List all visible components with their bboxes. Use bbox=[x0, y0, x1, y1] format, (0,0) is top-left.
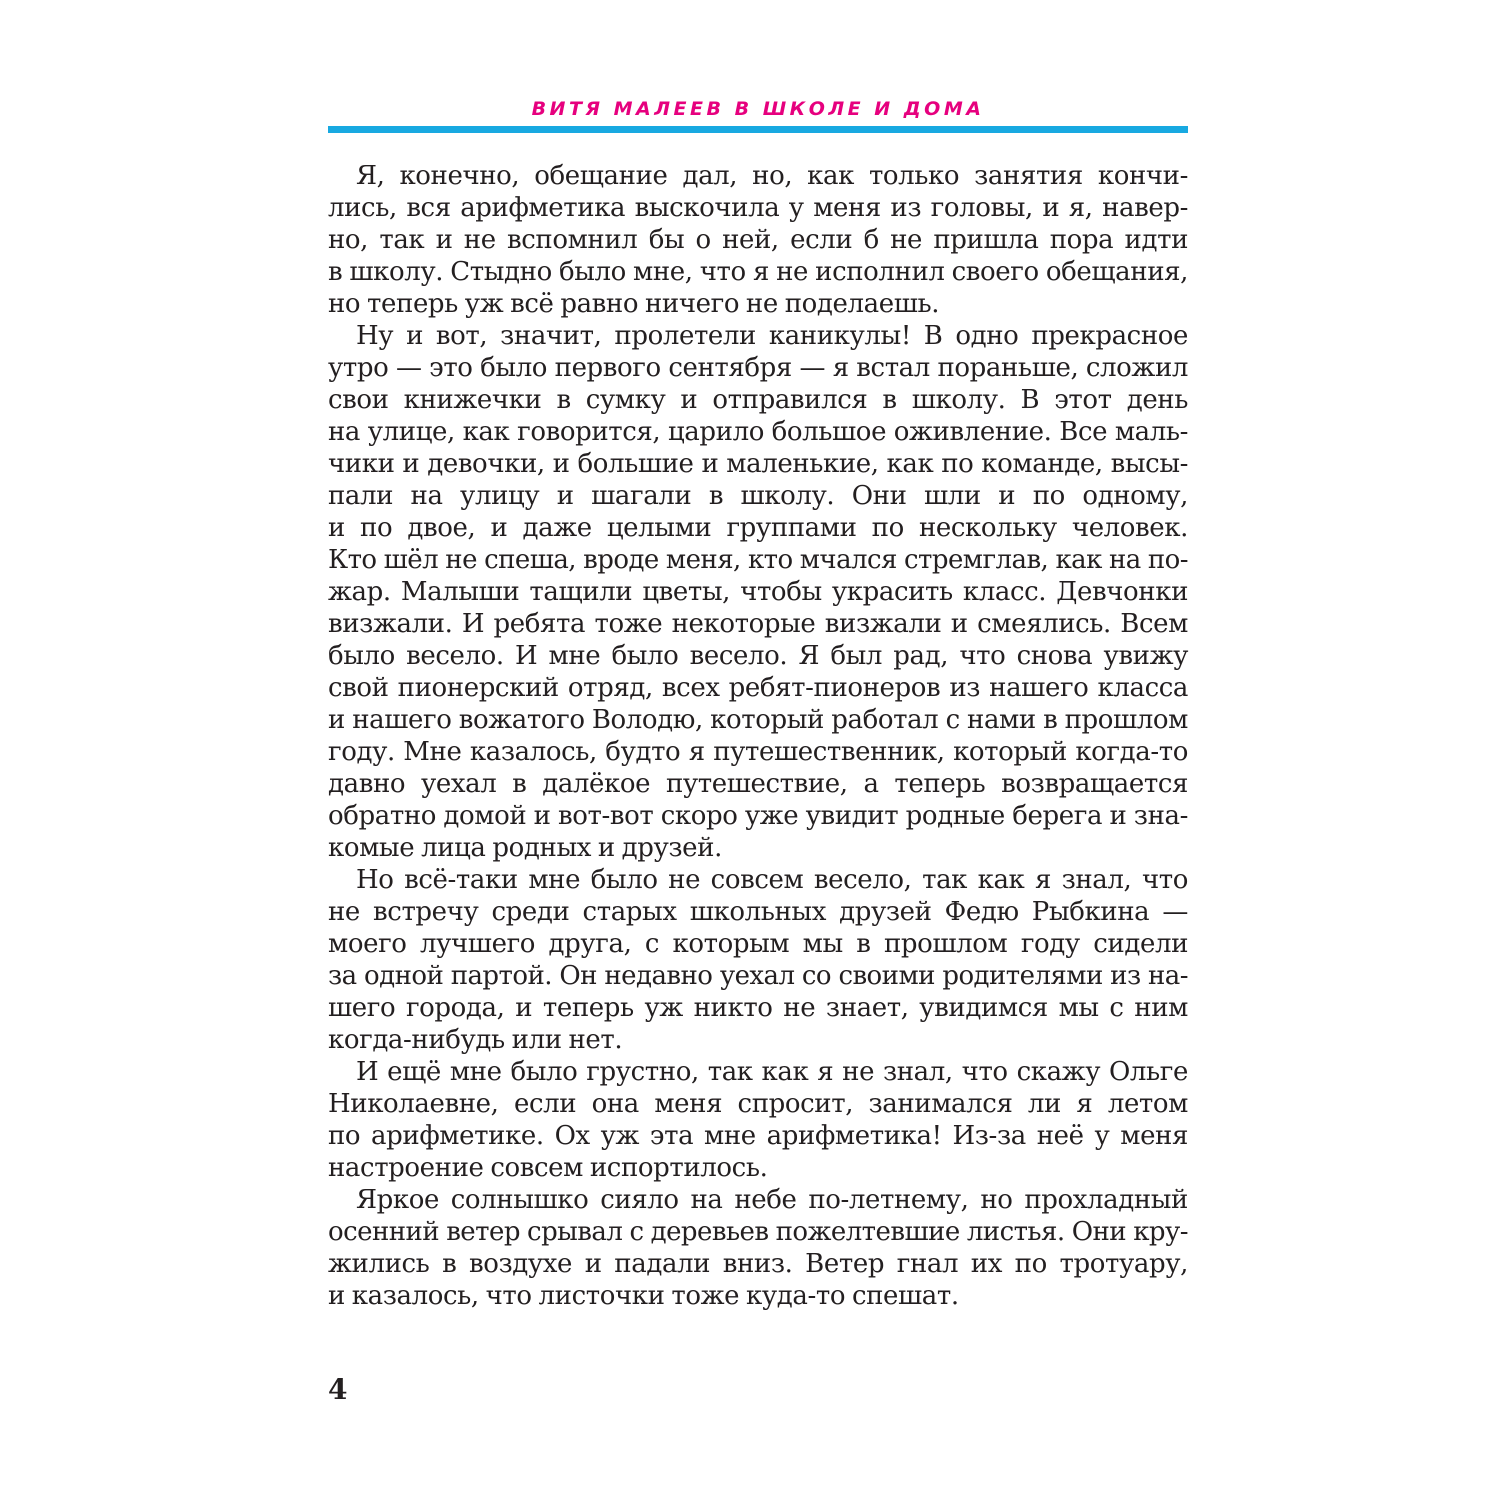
text-line: шего города, и теперь уж никто не знает, увидимся мы с ним bbox=[328, 993, 1188, 1023]
text-line: пали на улицу и шагали в школу. Они шли и по одному, bbox=[328, 481, 1188, 511]
text-line: свои книжечки в сумку и отправился в школу. В этот день bbox=[328, 385, 1188, 415]
text-line: не встречу среди старых школьных друзей Федю Рыбкина — bbox=[328, 897, 1188, 927]
text-line: и по двое, и даже целыми группами по нескольку человек. bbox=[328, 513, 1188, 543]
text-line: давно уехал в далёкое путешествие, а теперь возвращается bbox=[328, 769, 1188, 799]
text-line: за одной партой. Он недавно уехал со своими родителями из на- bbox=[328, 961, 1188, 991]
header-rule bbox=[328, 126, 1188, 133]
text-line: комые лица родных и друзей. bbox=[328, 833, 722, 863]
paragraph bbox=[328, 1056, 1188, 1184]
text-line: и нашего вожатого Володю, который работал с нами в прошлом bbox=[328, 705, 1188, 735]
text-line: в школу. Стыдно было мне, что я не исполнил своего обещания, bbox=[328, 257, 1188, 287]
text-line: жились в воздухе и падали вниз. Ветер гнал их по тротуару, bbox=[328, 1249, 1188, 1279]
text-line: Но всё-таки мне было не совсем весело, так как я знал, что bbox=[356, 865, 1188, 895]
text-line: визжали. И ребята тоже некоторые визжали и смеялись. Всем bbox=[328, 609, 1188, 639]
text-line: жар. Малыши тащили цветы, чтобы украсить класс. Девчонки bbox=[328, 577, 1188, 607]
running-title: ВИТЯ МАЛЕЕВ В ШКОЛЕ И ДОМА bbox=[531, 98, 985, 120]
text-line: свой пионерский отряд, всех ребят-пионеров из нашего класса bbox=[328, 673, 1188, 703]
text-line: и казалось, что листочки тоже куда-то спешат. bbox=[328, 1281, 959, 1311]
text-line: по арифметике. Ох уж эта мне арифметика! Из-за неё у меня bbox=[328, 1121, 1188, 1151]
paragraph bbox=[328, 320, 1188, 864]
text-line: И ещё мне было грустно, так как я не знал, что скажу Ольге bbox=[356, 1057, 1188, 1087]
text-line: но теперь уж всё равно ничего не поделаешь. bbox=[328, 289, 940, 319]
text-line: когда-нибудь или нет. bbox=[328, 1025, 623, 1055]
text-line: Николаевне, если она меня спросит, занимался ли я летом bbox=[328, 1089, 1188, 1119]
text-line: на улице, как говорится, царило большое оживление. Все маль- bbox=[328, 417, 1188, 447]
text-line: чики и девочки, и большие и маленькие, как по команде, высы- bbox=[328, 449, 1188, 479]
text-line: году. Мне казалось, будто я путешественник, который когда-то bbox=[328, 737, 1188, 767]
paragraph bbox=[328, 1184, 1188, 1312]
text-line: моего лучшего друга, с которым мы в прошлом году сидели bbox=[328, 929, 1188, 959]
text-line: Кто шёл не спеша, вроде меня, кто мчался стремглав, как на по- bbox=[328, 545, 1188, 575]
body-text bbox=[328, 160, 1188, 1312]
text-line: обратно домой и вот-вот скоро уже увидит родные берега и зна- bbox=[328, 801, 1188, 831]
paragraph bbox=[328, 864, 1188, 1056]
text-line: настроение совсем испортилось. bbox=[328, 1153, 768, 1183]
text-line: было весело. И мне было весело. Я был рад, что снова увижу bbox=[328, 641, 1188, 671]
text-line: лись, вся арифметика выскочила у меня из головы, и я, навер- bbox=[328, 193, 1188, 223]
page-number: 4 bbox=[328, 1373, 348, 1406]
text-line: но, так и не вспомнил бы о ней, если б не пришла пора идти bbox=[328, 225, 1188, 255]
paragraph bbox=[328, 160, 1188, 320]
text-line: Ну и вот, значит, пролетели каникулы! В одно прекрасное bbox=[356, 321, 1188, 351]
text-line: Я, конечно, обещание дал, но, как только занятия кончи- bbox=[356, 161, 1188, 191]
text-line: осенний ветер срывал с деревьев пожелтевшие листья. Они кру- bbox=[328, 1217, 1188, 1247]
text-line: Яркое солнышко сияло на небе по-летнему, но прохладный bbox=[356, 1185, 1188, 1215]
text-line: утро — это было первого сентября — я встал пораньше, сложил bbox=[328, 353, 1188, 383]
